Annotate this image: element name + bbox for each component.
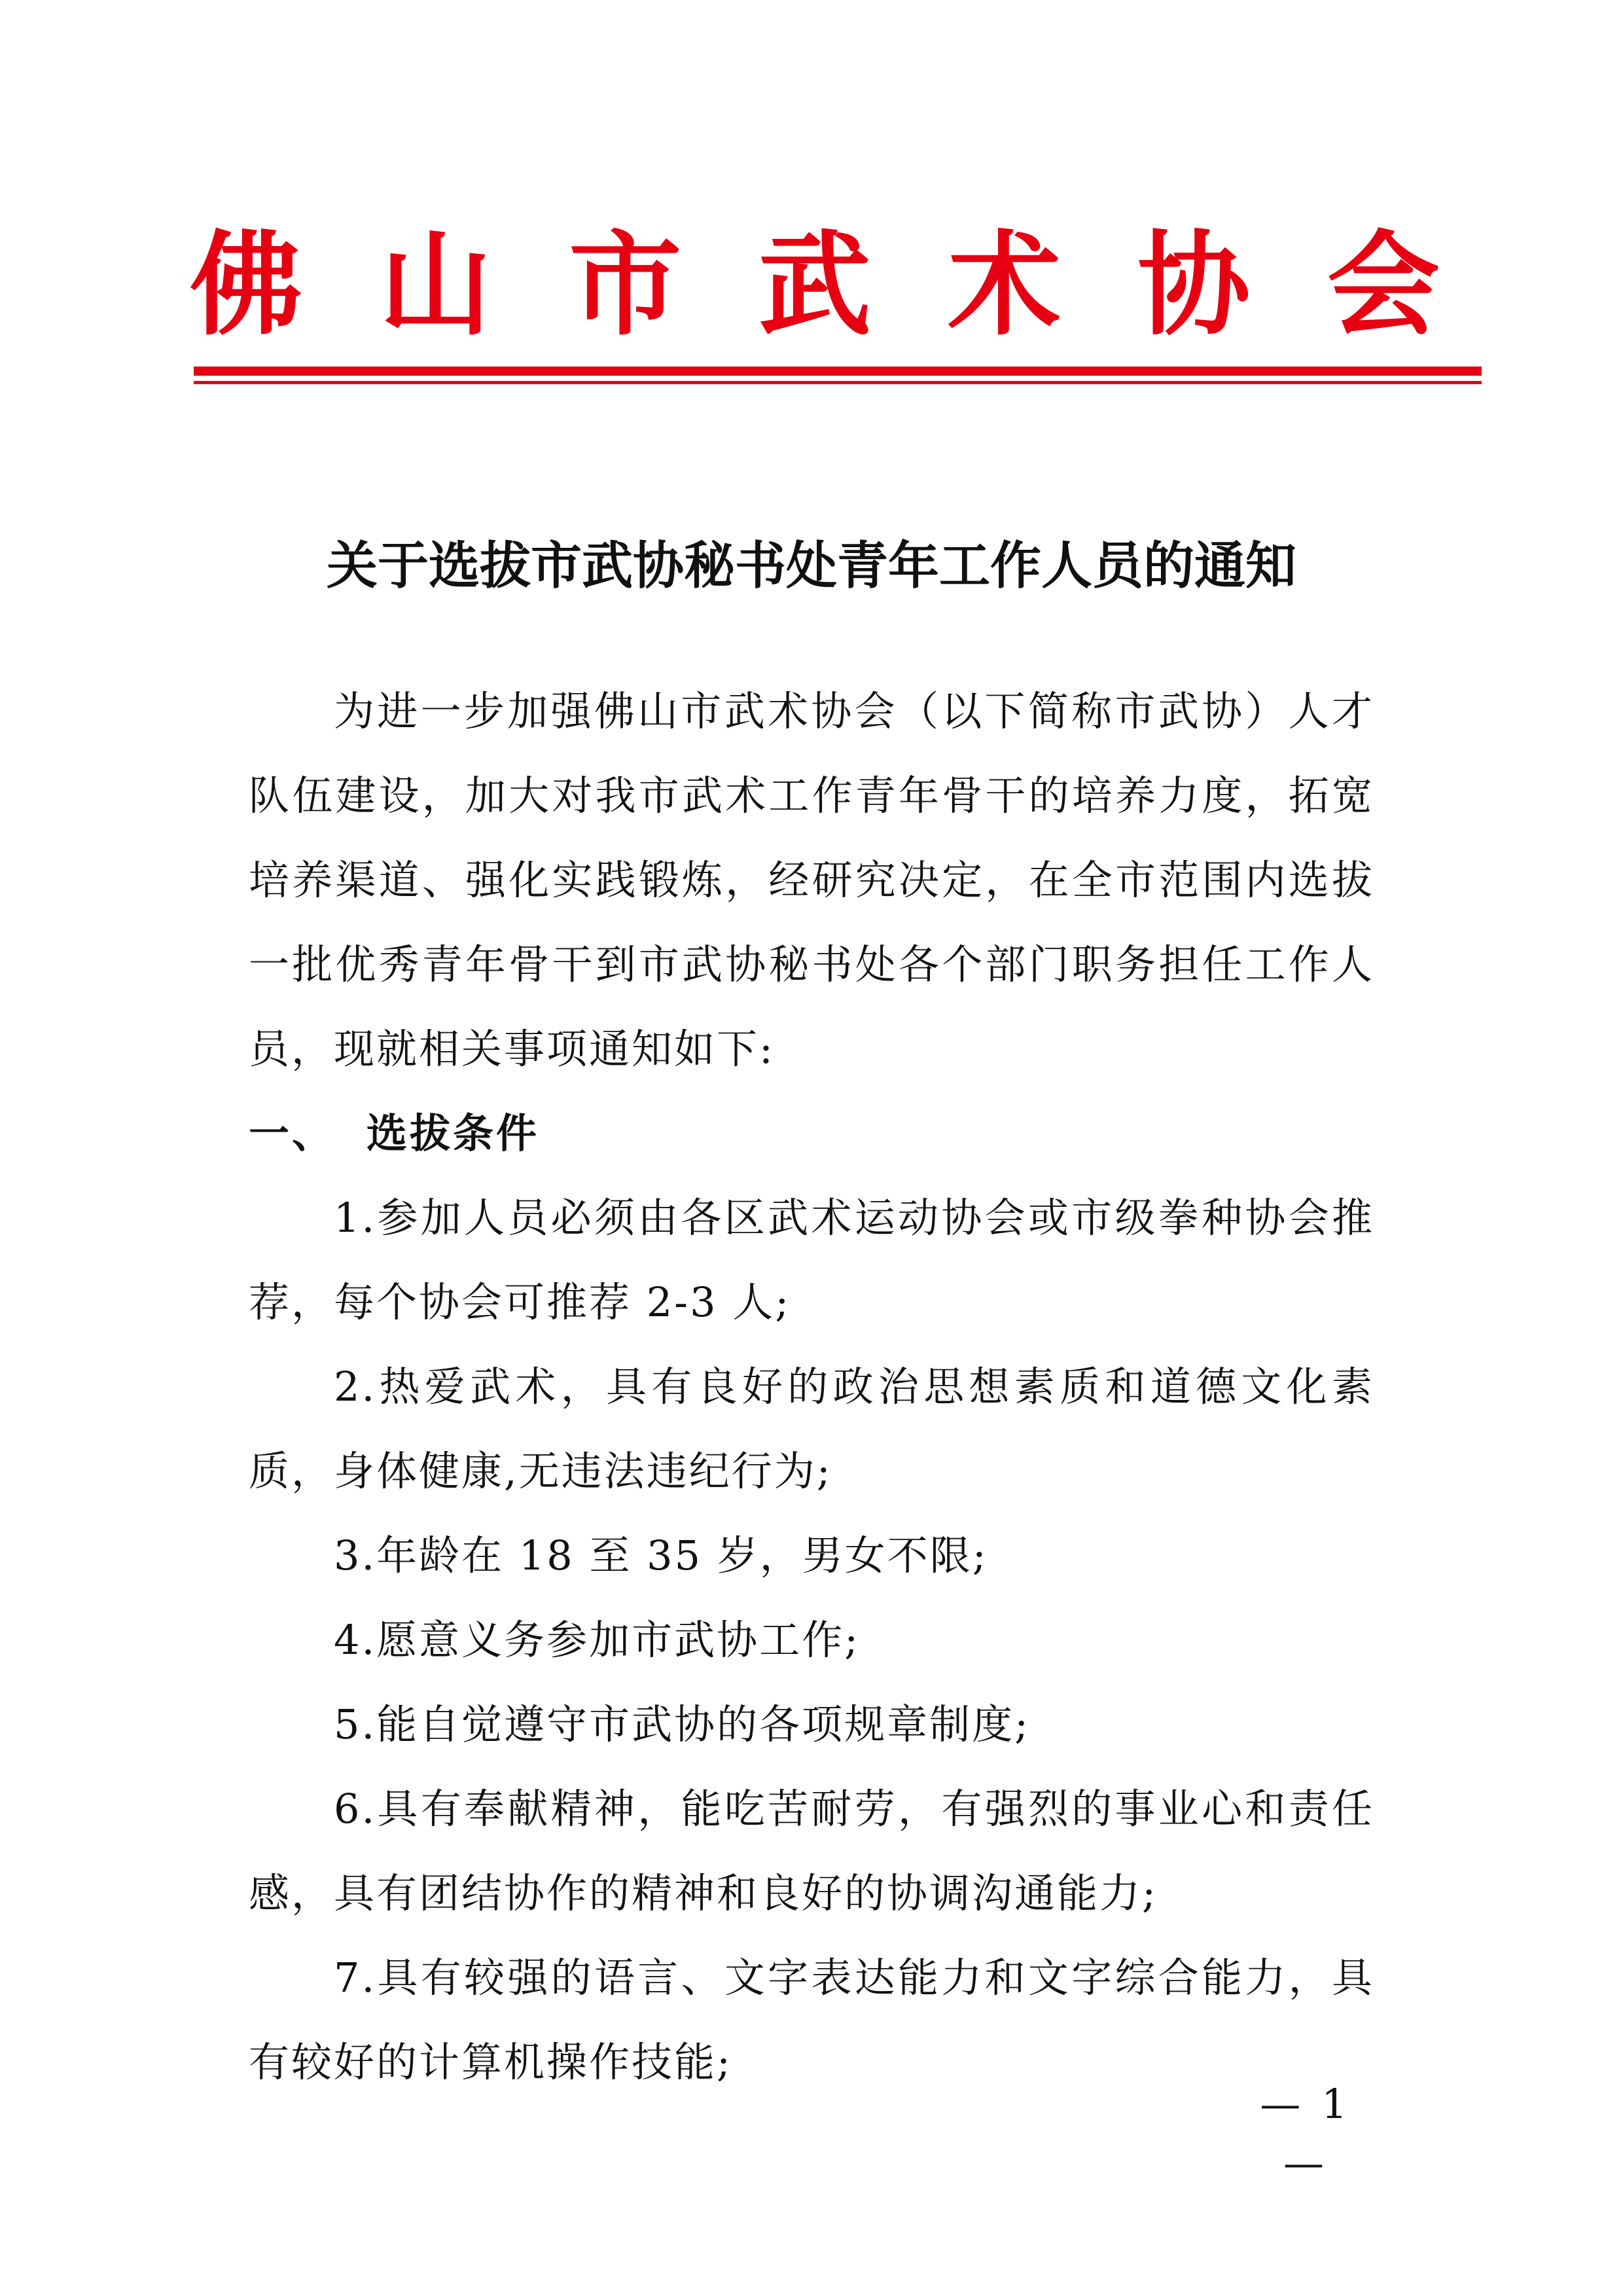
condition-item: 2.热爱武术，具有良好的政治思想素质和道德文化素质，身体健康,无违法违纪行为; xyxy=(249,1363,1374,1495)
document-body xyxy=(249,669,1374,2104)
header-divider-thin xyxy=(194,381,1482,384)
masthead-char: 会 xyxy=(1327,218,1440,351)
masthead-char: 佛 xyxy=(190,218,302,351)
section-heading xyxy=(249,1091,1374,1175)
masthead-char: 武 xyxy=(758,218,871,351)
document-title: 关于选拔市武协秘书处青年工作人员的通知 xyxy=(326,536,1296,596)
page-number: — 1 — xyxy=(1260,2080,1351,2187)
condition-item: 1.参加人员必须由各区武术运动协会或市级拳种协会推荐，每个协会可推荐 2-3 人; xyxy=(249,1194,1374,1326)
condition-item: 3.年龄在 18 至 35 岁，男女不限; xyxy=(334,1532,988,1579)
masthead-char: 协 xyxy=(1137,218,1251,351)
condition-item: 7.具有较强的语言、文字表达能力和文字综合能力，具有较好的计算机操作技能; xyxy=(249,1954,1374,2086)
masthead-char: 山 xyxy=(379,218,492,351)
condition-item: 4.愿意义务参加市武协工作; xyxy=(334,1616,861,1664)
section-heading-text: 选拔条件 xyxy=(366,1109,540,1157)
masthead-char: 术 xyxy=(948,218,1061,351)
masthead-char: 市 xyxy=(569,218,682,351)
condition-item: 5.能自觉遵守市武协的各项规章制度; xyxy=(334,1700,1031,1748)
intro-paragraph: 为进一步加强佛山市武术协会（以下简称市武协）人才队伍建设，加大对我市武术工作青年骨干的培养力度，拓宽培养渠道、强化实践锻炼，经研究决定，在全市范围内选拔一批优秀青年骨干到市武协秘书处各个部门职务担任工作人员，现就相关事项通知如下: xyxy=(249,687,1374,1073)
condition-item: 6.具有奉献精神，能吃苦耐劳，有强烈的事业心和责任感，具有团结协作的精神和良好的协调沟通能力; xyxy=(249,1785,1374,1917)
organization-masthead xyxy=(190,216,1440,353)
section-number: 一、 xyxy=(249,1109,336,1157)
header-divider-thick xyxy=(194,367,1482,376)
